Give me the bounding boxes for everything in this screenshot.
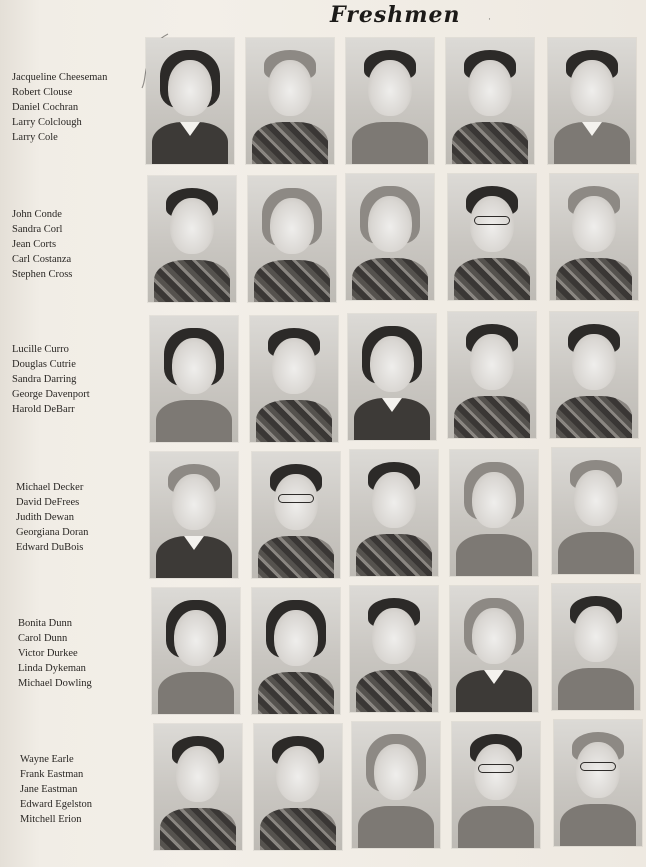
student-photo: [146, 38, 234, 164]
student-photo: [450, 586, 538, 712]
student-name: Robert Clouse: [12, 87, 73, 98]
student-photo: [554, 720, 642, 846]
student-name: Mitchell Erion: [20, 814, 82, 825]
student-photo: [250, 316, 338, 442]
student-name: John Conde: [12, 209, 62, 220]
student-photo: [346, 174, 434, 300]
page-title: Freshmen: [330, 2, 461, 28]
student-photo: [152, 588, 240, 714]
student-photo: [552, 584, 640, 710]
name-list: [16, 480, 146, 555]
student-name: Douglas Cutrie: [12, 359, 76, 370]
student-name: Harold DeBarr: [12, 404, 75, 415]
student-name: Carl Costanza: [12, 254, 72, 265]
student-name: Bonita Dunn: [18, 618, 72, 629]
student-name: Lucille Curro: [12, 344, 69, 355]
student-photo: [448, 312, 536, 438]
student-name: Victor Durkee: [18, 648, 78, 659]
student-name: Carol Dunn: [18, 633, 68, 644]
student-photo: [550, 174, 638, 300]
student-photo: [150, 452, 238, 578]
student-photo: [346, 38, 434, 164]
name-list: [12, 342, 142, 417]
student-photo: [254, 724, 342, 850]
student-photo: [452, 722, 540, 848]
student-photo: [252, 588, 340, 714]
student-name: Linda Dykeman: [18, 663, 86, 674]
student-name: Edward DuBois: [16, 542, 84, 553]
student-photo: [350, 586, 438, 712]
student-name: Judith Dewan: [16, 512, 75, 523]
student-name: Larry Cole: [12, 132, 58, 143]
student-photo: [550, 312, 638, 438]
student-photo: [350, 450, 438, 576]
student-photo: [552, 448, 640, 574]
student-name: David DeFrees: [16, 497, 80, 508]
student-name: Jean Corts: [12, 239, 57, 250]
student-photo: [450, 450, 538, 576]
student-photo: [150, 316, 238, 442]
student-name: Sandra Darring: [12, 374, 77, 385]
student-name: Daniel Cochran: [12, 102, 79, 113]
student-photo: [348, 314, 436, 440]
student-name: Larry Colclough: [12, 117, 82, 128]
student-name: Michael Decker: [16, 482, 84, 493]
student-photo: [446, 38, 534, 164]
student-photo: [248, 176, 336, 302]
name-list: [20, 752, 150, 827]
student-name: Edward Egelston: [20, 799, 93, 810]
student-name: George Davenport: [12, 389, 90, 400]
name-list: [12, 70, 142, 145]
student-name: Stephen Cross: [12, 269, 73, 280]
student-name: Frank Eastman: [20, 769, 84, 780]
print-speck: ·: [488, 14, 491, 24]
student-photo: [154, 724, 242, 850]
student-name: Sandra Corl: [12, 224, 63, 235]
student-photo: [252, 452, 340, 578]
name-list: [18, 616, 148, 691]
student-photo: [448, 174, 536, 300]
student-name: Jane Eastman: [20, 784, 78, 795]
student-photo: [148, 176, 236, 302]
student-name: Wayne Earle: [20, 754, 74, 765]
student-name: Jacqueline Cheeseman: [12, 72, 108, 83]
student-photo: [246, 38, 334, 164]
student-name: Georgiana Doran: [16, 527, 89, 538]
name-list: [12, 207, 142, 282]
student-name: Michael Dowling: [18, 678, 92, 689]
student-photo: [548, 38, 636, 164]
student-photo: [352, 722, 440, 848]
